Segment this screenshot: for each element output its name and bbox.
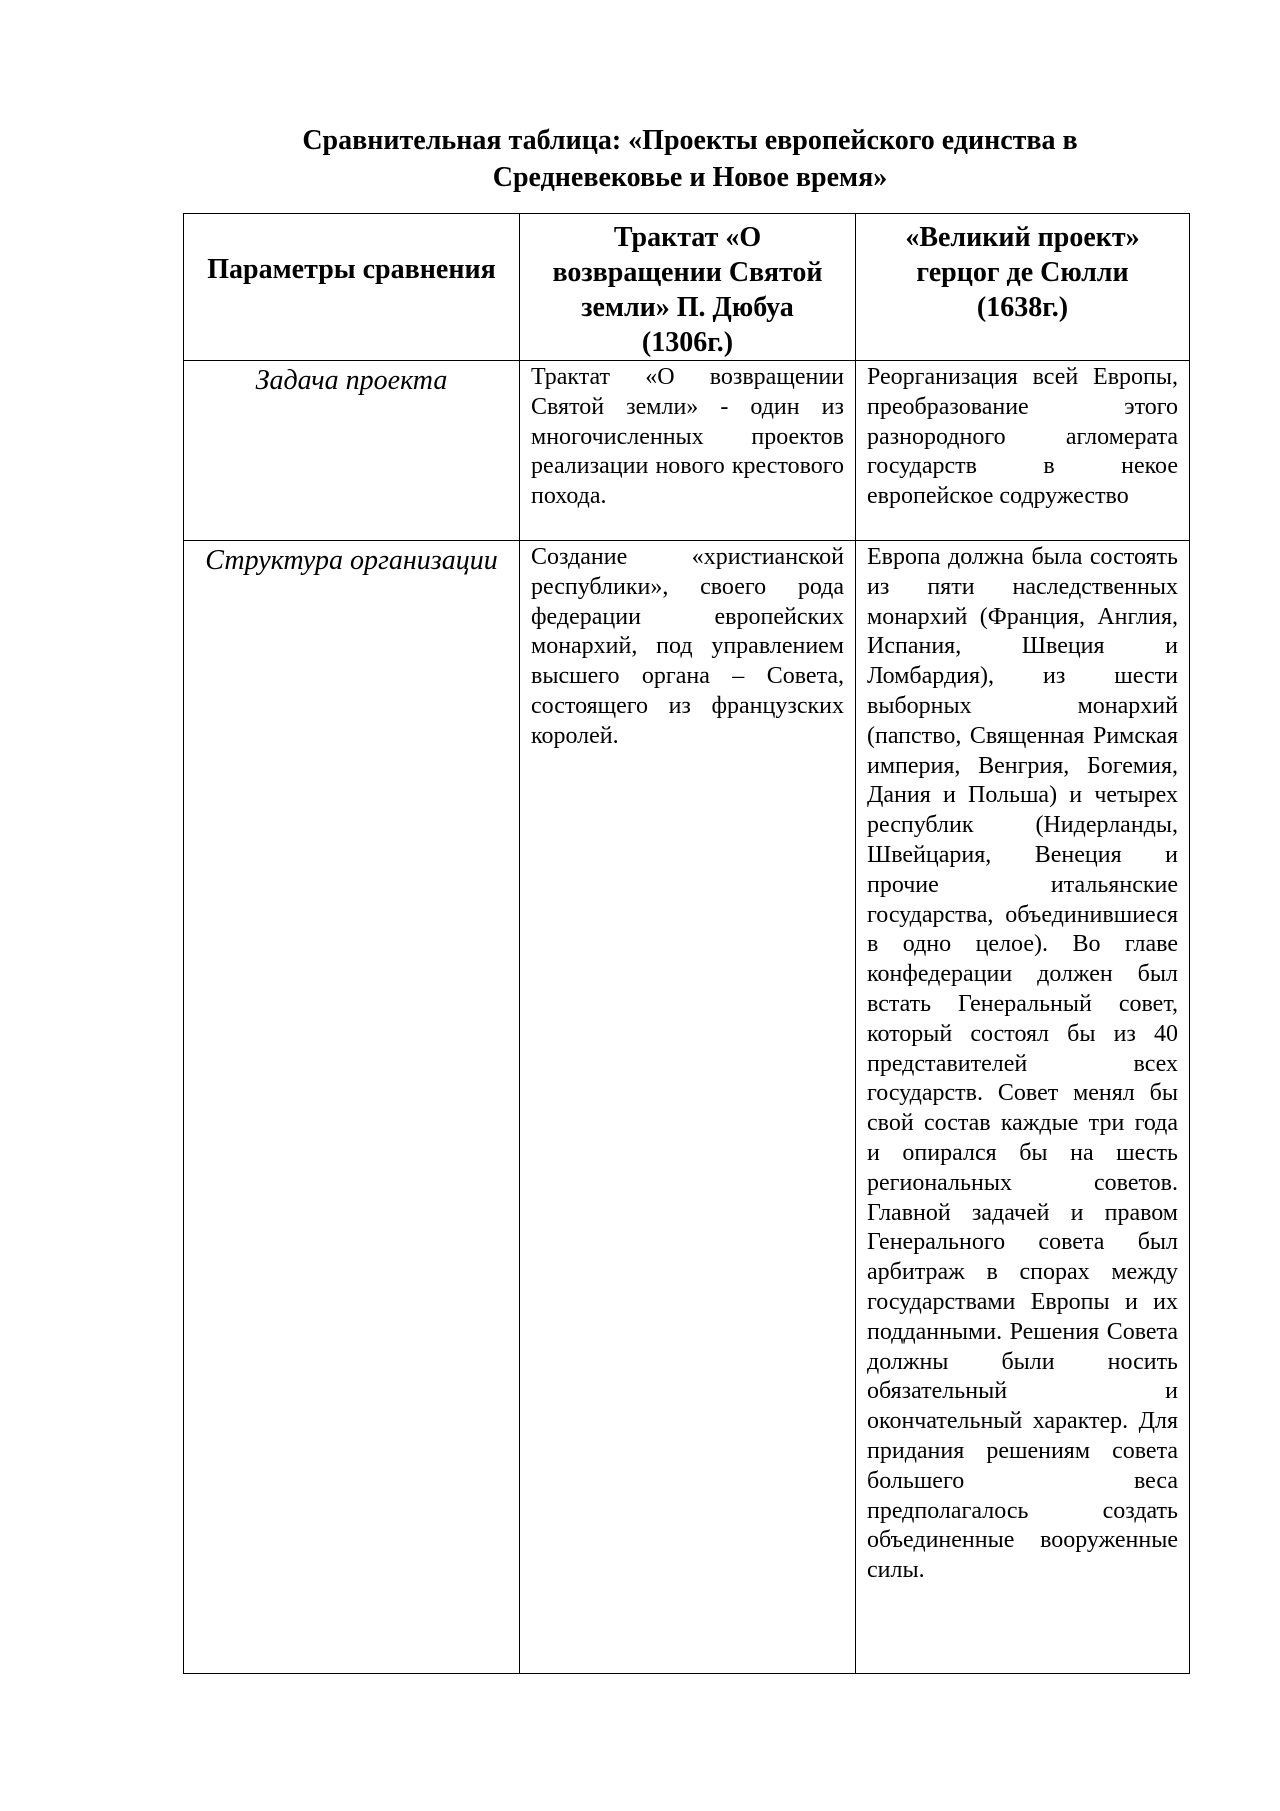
row-parameter-cell xyxy=(184,541,520,1674)
title-line-2: Средневековье и Новое время» xyxy=(492,162,888,193)
sully-text: Европа должна была состоять из пяти наследственных монархий (Франция, Англия, Испания, Швеция и Ломбардия), из шести выборных монархий (папство, Священная Римская империя, Венгрия, Богемия, Дания и Польша) и четырех республик (Нидерланды, Швейцария, Венеция и прочие итальянские государства, объединившиеся в одно целое). Во главе конфедерации должен был встать Генеральный совет, который состоял бы из 40 представителей всех государств. Совет менял бы свой состав каждые три года и опирался бы на шесть региональных советов. Главной задачей и правом Генерального совета был арбитраж в спорах между государствами Европы и их подданными. Решения Совета должны были носить обязательный и окончательный характер. Для придания решениям совета большего веса предполагалось создать объединенные вооруженные силы. xyxy=(867,544,1178,1584)
comparison-table xyxy=(183,213,1190,1674)
table-header-row xyxy=(184,214,1190,361)
dubois-text: Создание «христианской республики», своего рода федерации европейских монархий, под управлением высшего органа – Совета, состоящего из французских королей. xyxy=(531,544,844,749)
table-row xyxy=(184,361,1190,541)
sully-cell xyxy=(856,361,1190,541)
header-cell-parameters xyxy=(184,214,520,361)
header-cell-sully xyxy=(856,214,1190,361)
dubois-text: Трактат «О возвращении Святой земли» - один из многочисленных проектов реализации нового крестового похода. xyxy=(531,364,844,510)
row-parameter-cell xyxy=(184,361,520,541)
header-label-parameters: Параметры сравнения xyxy=(207,254,496,285)
title-line-1: Сравнительная таблица: «Проекты европейского единства в xyxy=(302,125,1078,156)
dubois-cell xyxy=(520,541,856,1674)
sully-cell xyxy=(856,541,1190,1674)
header-label-dubois: Трактат «О возвращении Святой земли» П. Дюбуа (1306г.) xyxy=(552,222,823,358)
row-parameter-label: Структура организации xyxy=(205,545,498,576)
table-row xyxy=(184,541,1190,1674)
dubois-cell xyxy=(520,361,856,541)
document-title xyxy=(200,122,1180,196)
row-parameter-label: Задача проекта xyxy=(255,365,448,396)
sully-text: Реорганизация всей Европы, преобразование этого разнородного агломерата государств в некое европейское содружество xyxy=(867,364,1178,510)
header-label-sully: «Великий проект» герцог де Сюлли (1638г.) xyxy=(905,222,1140,323)
header-cell-dubois xyxy=(520,214,856,361)
